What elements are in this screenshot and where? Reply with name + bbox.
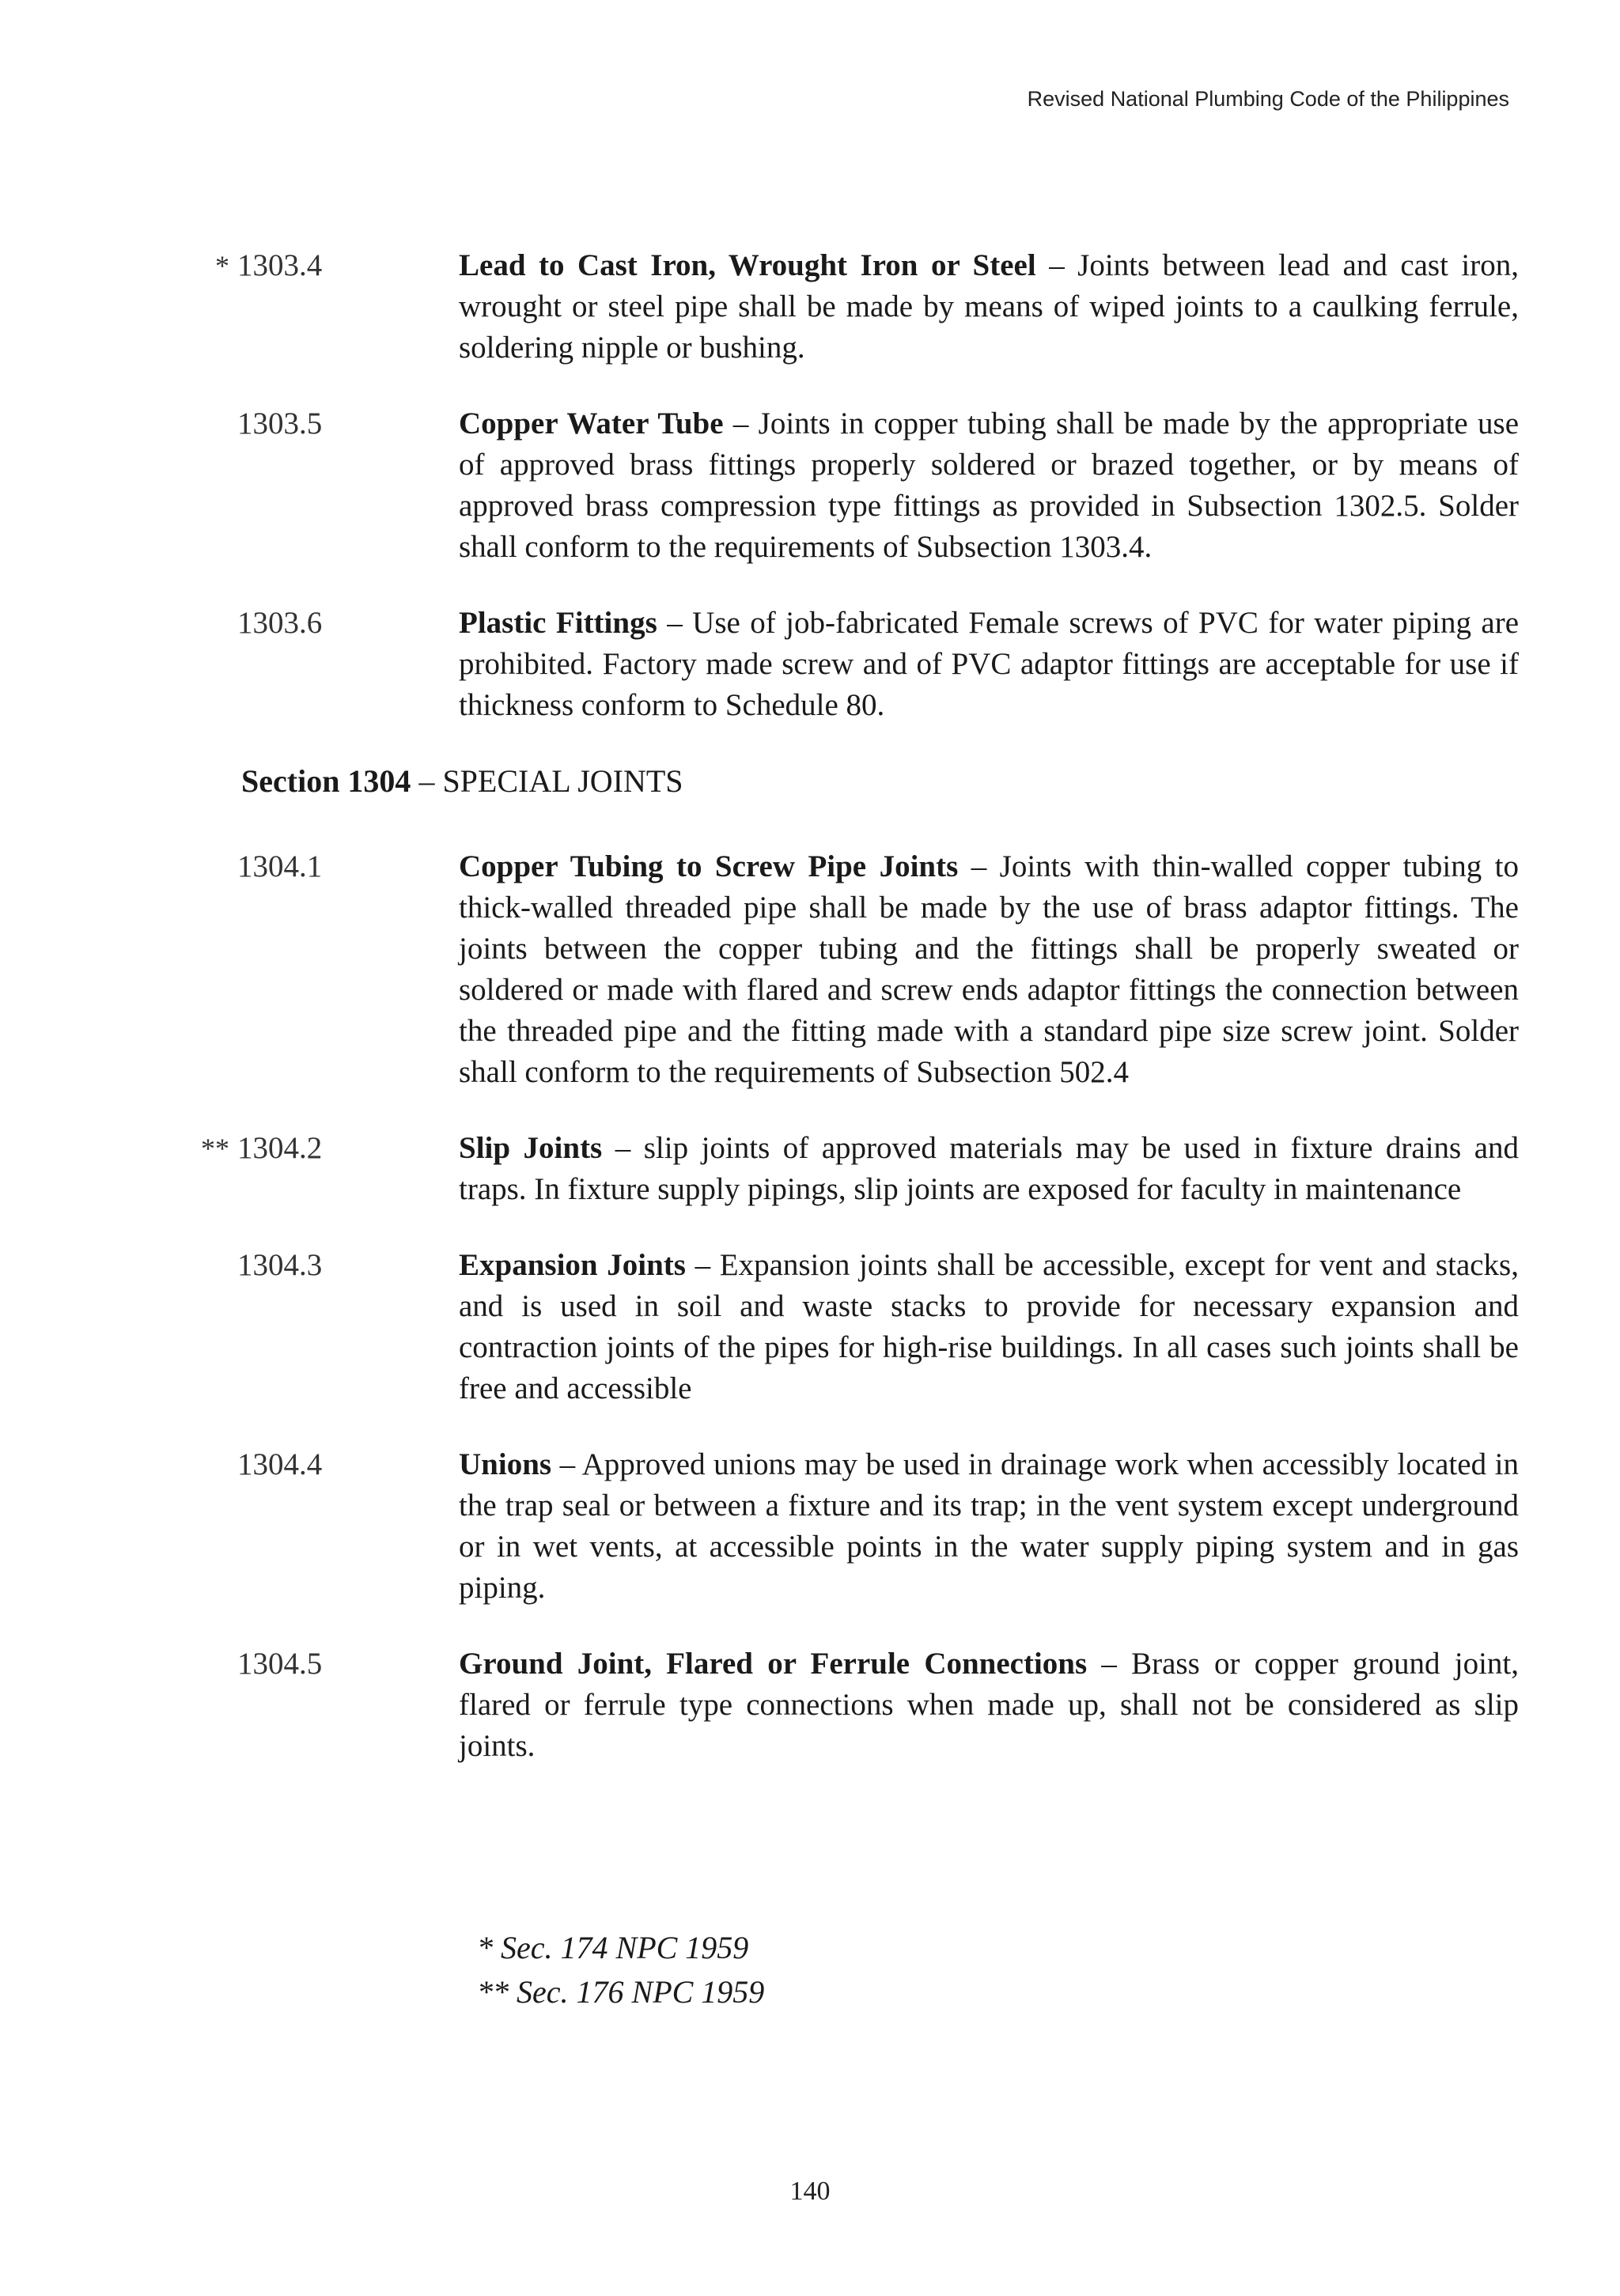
entry-number-text: 1304.3 bbox=[237, 1248, 323, 1282]
entry-number-text: 1303.6 bbox=[237, 606, 323, 640]
entry-number bbox=[237, 603, 322, 644]
em-dash: – bbox=[559, 1447, 576, 1481]
footnote-text: Sec. 176 NPC 1959 bbox=[517, 1974, 765, 2010]
entry-number-text: 1304.5 bbox=[237, 1647, 323, 1681]
entry-number-text: 1304.2 bbox=[237, 1131, 323, 1165]
footnote bbox=[479, 1970, 764, 2014]
entry-body bbox=[459, 245, 1519, 369]
entry-text: Joints with thin-walled copper tubing to thick-walled threaded pipe shall be made by the use of brass adaptor fittings. The joints between the copper tubing and the fittings shall be properly sweated or soldered or made with flared and screw ends adaptor fittings the connection between the threaded pipe and the fitting made with a standard pipe size screw joint. Solder shall conform to the requirements of Subsection 502.4 bbox=[459, 849, 1520, 1089]
entry-number bbox=[237, 403, 322, 444]
entry-title: Ground Joint, Flared or Ferrule Connections bbox=[459, 1647, 1088, 1681]
entry-title: Unions bbox=[459, 1447, 552, 1481]
entry-number-text: 1304.1 bbox=[237, 849, 323, 883]
em-dash: – bbox=[971, 849, 987, 883]
code-entry-1303-4 bbox=[0, 245, 1620, 369]
page-content bbox=[0, 245, 1620, 1802]
code-entry-1304-3 bbox=[0, 1245, 1620, 1409]
amendment-mark: * bbox=[215, 250, 229, 282]
page-number: 140 bbox=[789, 2177, 831, 2206]
entry-number bbox=[237, 1245, 322, 1286]
entry-text: Approved unions may be used in drainage work when accessibly located in the trap seal or between a fixture and its trap; in the vent system except underground or in wet vents, at accessible points in the water supply piping system and in gas piping. bbox=[459, 1447, 1520, 1605]
em-dash: – bbox=[1101, 1647, 1117, 1681]
entry-number-text: 1303.4 bbox=[237, 248, 323, 282]
entry-body bbox=[459, 1128, 1519, 1210]
em-dash: – bbox=[667, 606, 683, 640]
entry-body bbox=[459, 403, 1519, 568]
section-label: Section 1304 bbox=[241, 763, 411, 799]
em-dash: – bbox=[1049, 248, 1065, 282]
entry-title: Plastic Fittings bbox=[459, 606, 657, 640]
amendment-mark: ** bbox=[201, 1133, 229, 1164]
code-entry-1304-5 bbox=[0, 1644, 1620, 1767]
section-heading bbox=[241, 761, 1620, 802]
entry-title: Expansion Joints bbox=[459, 1248, 686, 1282]
entry-text: Use of job-fabricated Female screws of PVC for water piping are prohibited. Factory made screw and of PVC adaptor fittings are acceptable for use if thickness conform to Schedule 80. bbox=[459, 606, 1520, 722]
entry-body bbox=[459, 846, 1519, 1093]
entry-number-text: 1303.5 bbox=[237, 407, 323, 441]
code-entry-1303-5 bbox=[0, 403, 1620, 568]
entry-number bbox=[237, 1644, 322, 1685]
entry-text: Joints in copper tubing shall be made by the appropriate use of approved brass fittings properly soldered or brazed together, or by means of approved brass compression type fittings as provided in Subsection 1302.5. Solder shall conform to the requirements of Subsection 1303.4. bbox=[459, 407, 1520, 564]
footnote-mark: ** bbox=[479, 1974, 510, 2010]
footnote-mark: * bbox=[479, 1930, 494, 1965]
entry-number bbox=[215, 245, 323, 286]
em-dash: – bbox=[418, 763, 435, 799]
code-entry-1304-4 bbox=[0, 1444, 1620, 1609]
entry-title: Lead to Cast Iron, Wrought Iron or Steel bbox=[459, 248, 1036, 282]
entry-number-text: 1304.4 bbox=[237, 1447, 323, 1481]
footnote bbox=[479, 1926, 764, 1970]
em-dash: – bbox=[732, 407, 749, 441]
entry-text: Brass or copper ground joint, flared or ferrule type connections when made up, shall not be considered as slip joints. bbox=[459, 1647, 1519, 1763]
entry-text: Expansion joints shall be accessible, except for vent and stacks, and is used in soil and waste stacks to provide for necessary expansion and contraction joints of the pipes for high-rise buildings. In all cases such joints shall be free and accessible bbox=[459, 1248, 1519, 1405]
entry-body bbox=[459, 1644, 1519, 1767]
entry-body bbox=[459, 603, 1519, 726]
em-dash: – bbox=[615, 1131, 631, 1165]
entry-number bbox=[201, 1128, 323, 1169]
entry-body bbox=[459, 1444, 1519, 1609]
footnotes bbox=[479, 1926, 764, 2014]
em-dash: – bbox=[695, 1248, 711, 1282]
entry-number bbox=[237, 846, 322, 887]
entry-text: Joints between lead and cast iron, wrought or steel pipe shall be made by means of wiped joints to a caulking ferrule, soldering nipple or bushing. bbox=[459, 248, 1520, 365]
entry-title: Copper Tubing to Screw Pipe Joints bbox=[459, 849, 959, 883]
code-entry-1304-1 bbox=[0, 846, 1620, 1093]
entry-number bbox=[237, 1444, 322, 1485]
entry-title: Copper Water Tube bbox=[459, 407, 724, 441]
entry-title: Slip Joints bbox=[459, 1131, 603, 1165]
running-header: Revised National Plumbing Code of the Philippines bbox=[1027, 87, 1509, 111]
code-entry-1303-6 bbox=[0, 603, 1620, 726]
entry-text: slip joints of approved materials may be used in fixture drains and traps. In fixture supply pipings, slip joints are exposed for faculty in maintenance bbox=[459, 1131, 1520, 1206]
code-entry-1304-2 bbox=[0, 1128, 1620, 1210]
entry-body bbox=[459, 1245, 1519, 1409]
footnote-text: Sec. 174 NPC 1959 bbox=[501, 1930, 749, 1965]
section-title: SPECIAL JOINTS bbox=[442, 763, 683, 799]
